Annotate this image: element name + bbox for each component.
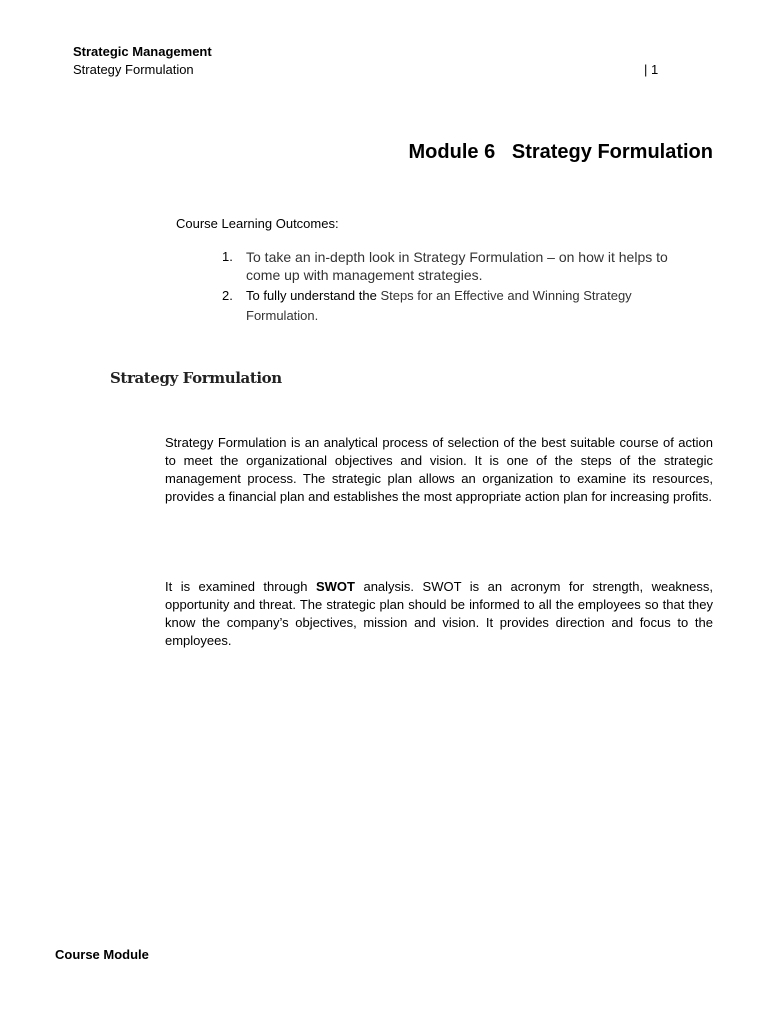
- paragraph-lead: It is examined through: [165, 579, 308, 594]
- module-title: Module 6 Strategy Formulation: [408, 141, 713, 163]
- swot-term: SWOT: [315, 579, 355, 594]
- body-paragraph: [165, 578, 713, 650]
- footer-label: Course Module: [55, 947, 149, 962]
- section-heading: Strategy Formulation: [110, 369, 282, 387]
- outcome-text-rest: Steps for an Effective and Winning Strategy Formulation.: [246, 288, 632, 323]
- page-number: | 1: [644, 62, 659, 77]
- body-paragraph: Strategy Formulation is an analytical process of selection of the best suitable course of action to meet the organizational objectives and vision. It is one of the steps of the strategic management process. The strategic plan allows an organization to examine its resources, provides a financial plan and establishes the most appropriate action plan for increasing profits.: [165, 435, 713, 504]
- outcome-text-lead: To fully understand the: [246, 288, 377, 303]
- paragraph-rest: analysis. SWOT is an acronym for strength, weakness, opportunity and threat. The strategic plan should be informed to all the employees so that they know the company’s objectives, mission and vision. It provides direction and focus to the employees.: [165, 579, 713, 648]
- outcome-text: To take an in-depth look in Strategy Formulation – on how it helps to come up with management strategies.: [246, 249, 668, 283]
- outcome-number: 1.: [222, 249, 233, 264]
- header-subtitle: Strategy Formulation: [73, 62, 194, 77]
- header-title: Strategic Management: [73, 44, 212, 59]
- outcome-number: 2.: [222, 288, 233, 303]
- outcomes-list: [220, 248, 680, 326]
- outcome-item: [220, 248, 680, 284]
- outcome-item: [220, 286, 680, 326]
- outcomes-heading: Course Learning Outcomes:: [176, 216, 339, 231]
